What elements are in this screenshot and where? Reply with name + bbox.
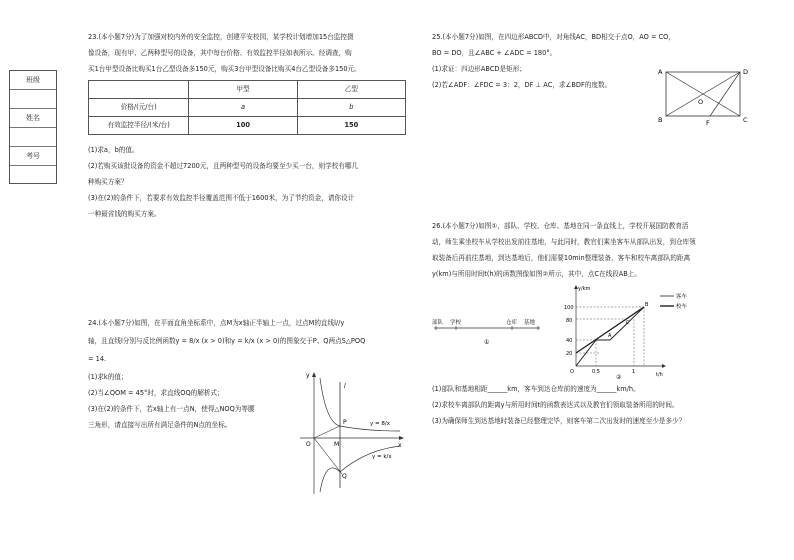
- q26-figure-1: [432, 314, 544, 348]
- label-F: F: [706, 119, 710, 127]
- q26-line-3: 取装备后再前往基地，到达基地后，他们需要10min整理装备，客车和校车离部队的距离: [432, 254, 691, 262]
- x-tick-1: 1: [632, 369, 636, 375]
- class-field[interactable]: [10, 90, 56, 109]
- name-label: 姓名: [10, 109, 56, 128]
- x-axis-label: x: [398, 442, 402, 449]
- q23-sub1: (1)求a，b的值。: [88, 146, 139, 154]
- label-school: 学校: [450, 320, 462, 326]
- y-axis-label: y: [306, 372, 310, 379]
- q23-sub3-line1: (3)在(2)的条件下，若要求有效监控半径覆盖范围不低于1600米，为了节约资金，请你设计: [88, 194, 355, 202]
- label-warehouse: 仓库: [506, 320, 518, 326]
- table-cell: 价格/(元/台): [89, 99, 189, 117]
- table-cell: 乙型: [297, 81, 405, 99]
- table-cell: 150: [297, 117, 405, 135]
- point-A-label: A: [608, 333, 612, 339]
- x-tick-0.5: 0.5: [592, 369, 600, 375]
- q26-sub3: (3)为确保师生到达基地时装备已经整理完毕，则客车第二次出发时的速度至少是多少？: [432, 417, 686, 425]
- y-tick-80: 80: [566, 318, 573, 324]
- q25-sub1: (1)求证：四边形ABCD是矩形；: [432, 65, 526, 73]
- line-l-label: l: [344, 383, 346, 390]
- y-tick-100: 100: [564, 305, 574, 311]
- table-cell: a: [189, 99, 297, 117]
- point-B-label: B: [645, 302, 649, 308]
- table-row: [89, 117, 406, 135]
- segment-OP: [314, 426, 340, 438]
- q23-table: [88, 80, 406, 135]
- q24-coordinate-graph: [296, 368, 408, 498]
- exam-no-field[interactable]: [10, 166, 56, 184]
- origin-label: O: [570, 369, 574, 375]
- q24-sub2: (2)当∠QOM = 45°时，求直线OQ的解析式；: [88, 389, 224, 397]
- x-axis-label: t/h: [656, 372, 663, 378]
- q24-sub3-line1: (3)在(2)的条件下，若x轴上有一点N，使得△NOQ为等腰: [88, 405, 255, 413]
- point-P-label: P: [343, 419, 347, 426]
- student-info-box: [9, 70, 57, 184]
- q23-sub2-line2: 种购买方案？: [88, 178, 128, 186]
- table-cell: 甲型: [189, 81, 297, 99]
- table-cell: 有效监控半径/(米/台): [89, 117, 189, 135]
- y-axis-label: y/km: [578, 286, 591, 292]
- table-row: [89, 81, 406, 99]
- origin-label: O: [306, 441, 311, 448]
- label-O: O: [698, 98, 704, 106]
- legend-bus: 客车: [676, 294, 688, 300]
- q26-line-4: y(km)与所用时间t(h)的函数图像如图②所示，其中，点C在线段AB上。: [432, 270, 641, 278]
- q24-line-3: = 14.: [88, 355, 107, 363]
- segment-DF: [710, 72, 740, 116]
- figure-1-caption: ①: [484, 339, 490, 346]
- q26-line-2: 动，师生乘坐校车从学校出发前往基地，与此同时，教官们乘坐客车从部队出发，到仓库领: [432, 238, 696, 246]
- q25-rectangle-figure: [654, 62, 754, 128]
- q26-sub1: (1)部队和基地相距______km，客车到达仓库前的速度为______km/h。: [432, 385, 640, 393]
- q25-sub2: (2)若∠ADF：∠FDC = 3：2，DF ⊥ AC，求∠BDF的度数。: [432, 81, 612, 89]
- q23-line-2: 像设备，现有甲、乙两种型号的设备，其中每台价格、有效监控半径如表所示。经调查，购: [88, 49, 352, 57]
- point-Q-label: Q: [342, 473, 347, 480]
- table-row: [89, 99, 406, 117]
- point-C-label: C: [626, 320, 630, 326]
- label-D: D: [743, 68, 749, 76]
- q23-line-3: 买1台甲型设备比购买1台乙型设备多150元，购买3台甲型设备比购买4台乙型设备多150元。: [88, 65, 361, 73]
- f2-label: y = k/x: [372, 454, 392, 460]
- table-cell: b: [297, 99, 405, 117]
- name-field[interactable]: [10, 128, 56, 147]
- q26-sub2: (2)求校车离部队的距离y与所用时间t的函数表达式以及教官们领取装备所用的时间。: [432, 401, 679, 409]
- q23-line-1: 23.(本小题7分)为了加强对校内外的安全监控，创建平安校园，某学校计划增加15台监控摄: [88, 33, 354, 41]
- curve-k-over-x: [320, 446, 400, 492]
- q24-sub3-line2: 三角形，请直接写出所有满足条件的N点的坐标。: [88, 421, 232, 429]
- label-C: C: [743, 116, 748, 124]
- point-M-label: M: [334, 441, 340, 448]
- q26-line-1: 26.(本小题7分)如图①，部队、学校、仓库、基地在同一条直线上，学校开展国防教育活: [432, 222, 689, 230]
- q24-line-2: 轴，且直线l分别与反比例函数y = 8/x (x > 0)和y = k/x (x > 0)的图象交于P、Q两点S△POQ: [88, 337, 366, 345]
- table-cell: [89, 81, 189, 99]
- y-tick-20: 20: [566, 351, 573, 357]
- label-base: 基地: [524, 320, 536, 326]
- label-A: A: [658, 68, 663, 76]
- q23-sub3-line2: 一种最省钱的购买方案。: [88, 210, 161, 218]
- figure-2-caption: ②: [616, 374, 622, 380]
- q23-sub2-line1: (2)若购买该批设备的资金不超过7200元，且两种型号的设备均要至少买一台，则学校有哪几: [88, 162, 359, 170]
- y-tick-40: 40: [566, 338, 573, 344]
- q24-line-1: 24.(本小题7分)如图，在平面直角坐标系中，点M为x轴正半轴上一点，过点M的直线l//y: [88, 319, 345, 327]
- f1-label: y = 8/x: [370, 421, 390, 427]
- label-troops: 部队: [432, 320, 444, 326]
- q25-line-1: 25.(本小题7分)如图，在四边形ABCD中，对角线AC，BD相交于点O，AO = CO，: [432, 33, 675, 41]
- table-cell: 100: [189, 117, 297, 135]
- q24-sub1: (1)求k的值；: [88, 373, 128, 381]
- q26-figure-2: [552, 284, 704, 380]
- exam-no-label: 考号: [10, 147, 56, 166]
- label-B: B: [658, 116, 663, 124]
- q25-line-2: BO = DO，且∠ABC + ∠ADC = 180°。: [432, 49, 557, 57]
- legend-school-bus: 校车: [676, 304, 688, 310]
- class-label: 班级: [10, 71, 56, 90]
